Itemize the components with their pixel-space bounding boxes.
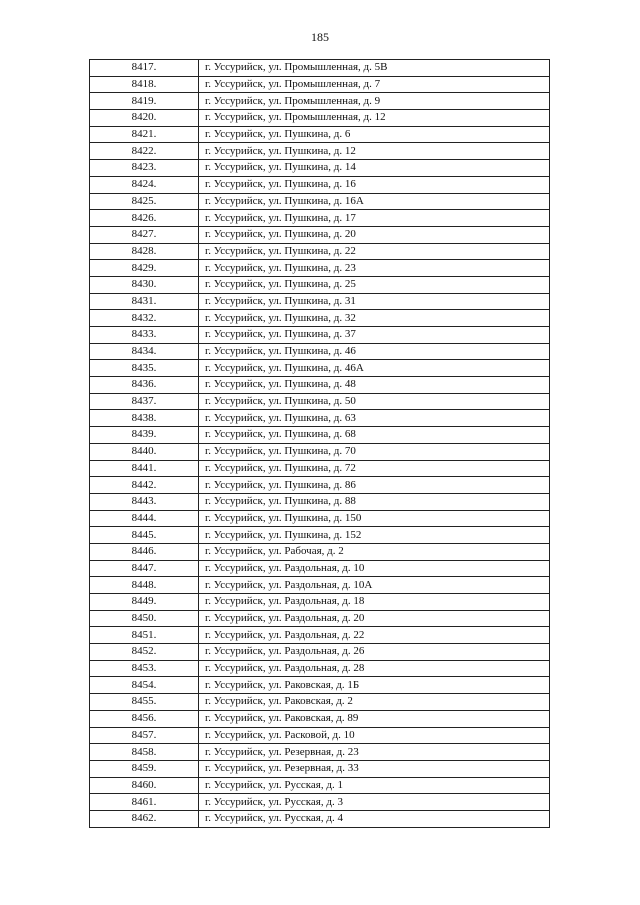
row-number: 8448.: [90, 577, 199, 594]
row-number: 8452.: [90, 644, 199, 661]
table-row: [90, 777, 550, 794]
table-row: [90, 594, 550, 611]
table-row: [90, 543, 550, 560]
row-number: 8437.: [90, 393, 199, 410]
row-address: г. Уссурийск, ул. Пушкина, д. 6: [199, 126, 550, 143]
row-address: г. Уссурийск, ул. Раздольная, д. 10А: [199, 577, 550, 594]
row-number: 8458.: [90, 744, 199, 761]
row-address: г. Уссурийск, ул. Пушкина, д. 25: [199, 276, 550, 293]
row-address: г. Уссурийск, ул. Промышленная, д. 12: [199, 110, 550, 127]
row-number: 8442.: [90, 477, 199, 494]
row-number: 8443.: [90, 493, 199, 510]
row-address: г. Уссурийск, ул. Пушкина, д. 23: [199, 260, 550, 277]
row-number: 8428.: [90, 243, 199, 260]
row-number: 8439.: [90, 427, 199, 444]
row-number: 8423.: [90, 160, 199, 177]
row-address: г. Уссурийск, ул. Пушкина, д. 68: [199, 427, 550, 444]
row-address: г. Уссурийск, ул. Пушкина, д. 86: [199, 477, 550, 494]
row-number: 8455.: [90, 694, 199, 711]
row-address: г. Уссурийск, ул. Русская, д. 1: [199, 777, 550, 794]
table-row: [90, 110, 550, 127]
row-address: г. Уссурийск, ул. Русская, д. 4: [199, 810, 550, 827]
row-address: г. Уссурийск, ул. Пушкина, д. 152: [199, 527, 550, 544]
table-row: [90, 727, 550, 744]
row-address: г. Уссурийск, ул. Пушкина, д. 88: [199, 493, 550, 510]
table-row: [90, 93, 550, 110]
row-number: 8425.: [90, 193, 199, 210]
row-address: г. Уссурийск, ул. Раздольная, д. 18: [199, 594, 550, 611]
row-address: г. Уссурийск, ул. Пушкина, д. 48: [199, 377, 550, 394]
row-number: 8441.: [90, 460, 199, 477]
table-row: [90, 176, 550, 193]
row-address: г. Уссурийск, ул. Промышленная, д. 5В: [199, 60, 550, 77]
row-number: 8433.: [90, 327, 199, 344]
table-row: [90, 710, 550, 727]
table-row: [90, 527, 550, 544]
page-number: 185: [311, 30, 329, 44]
table-row: [90, 360, 550, 377]
table-row: [90, 460, 550, 477]
row-number: 8461.: [90, 794, 199, 811]
row-address: г. Уссурийск, ул. Раковская, д. 2: [199, 694, 550, 711]
row-number: 8417.: [90, 60, 199, 77]
address-table: [89, 59, 550, 828]
row-number: 8430.: [90, 276, 199, 293]
table-row: [90, 577, 550, 594]
table-row: [90, 560, 550, 577]
table-row: [90, 126, 550, 143]
row-number: 8460.: [90, 777, 199, 794]
table-row: [90, 260, 550, 277]
row-address: г. Уссурийск, ул. Раздольная, д. 22: [199, 627, 550, 644]
table-row: [90, 343, 550, 360]
address-table-body: [90, 60, 550, 828]
row-number: 8436.: [90, 377, 199, 394]
row-address: г. Уссурийск, ул. Пушкина, д. 22: [199, 243, 550, 260]
table-row: [90, 76, 550, 93]
row-address: г. Уссурийск, ул. Раковская, д. 1Б: [199, 677, 550, 694]
row-address: г. Уссурийск, ул. Пушкина, д. 20: [199, 226, 550, 243]
row-number: 8446.: [90, 543, 199, 560]
table-row: [90, 744, 550, 761]
row-address: г. Уссурийск, ул. Пушкина, д. 16А: [199, 193, 550, 210]
table-row: [90, 193, 550, 210]
row-number: 8444.: [90, 510, 199, 527]
table-row: [90, 276, 550, 293]
row-address: г. Уссурийск, ул. Русская, д. 3: [199, 794, 550, 811]
row-number: 8432.: [90, 310, 199, 327]
row-number: 8429.: [90, 260, 199, 277]
table-row: [90, 493, 550, 510]
row-address: г. Уссурийск, ул. Пушкина, д. 70: [199, 443, 550, 460]
row-address: г. Уссурийск, ул. Пушкина, д. 46А: [199, 360, 550, 377]
row-address: г. Уссурийск, ул. Пушкина, д. 32: [199, 310, 550, 327]
table-row: [90, 694, 550, 711]
row-number: 8447.: [90, 560, 199, 577]
row-address: г. Уссурийск, ул. Раздольная, д. 10: [199, 560, 550, 577]
table-row: [90, 610, 550, 627]
table-row: [90, 627, 550, 644]
row-address: г. Уссурийск, ул. Пушкина, д. 46: [199, 343, 550, 360]
table-row: [90, 393, 550, 410]
table-row: [90, 293, 550, 310]
row-number: 8451.: [90, 627, 199, 644]
table-row: [90, 660, 550, 677]
row-address: г. Уссурийск, ул. Резервная, д. 33: [199, 760, 550, 777]
table-row: [90, 427, 550, 444]
row-number: 8453.: [90, 660, 199, 677]
row-address: г. Уссурийск, ул. Раздольная, д. 26: [199, 644, 550, 661]
row-number: 8454.: [90, 677, 199, 694]
table-row: [90, 644, 550, 661]
row-number: 8449.: [90, 594, 199, 611]
row-address: г. Уссурийск, ул. Пушкина, д. 72: [199, 460, 550, 477]
table-row: [90, 327, 550, 344]
row-number: 8426.: [90, 210, 199, 227]
table-row: [90, 443, 550, 460]
row-number: 8438.: [90, 410, 199, 427]
table-row: [90, 143, 550, 160]
row-number: 8420.: [90, 110, 199, 127]
row-address: г. Уссурийск, ул. Промышленная, д. 9: [199, 93, 550, 110]
row-address: г. Уссурийск, ул. Резервная, д. 23: [199, 744, 550, 761]
table-row: [90, 794, 550, 811]
row-address: г. Уссурийск, ул. Пушкина, д. 37: [199, 327, 550, 344]
table-row: [90, 310, 550, 327]
table-row: [90, 510, 550, 527]
row-address: г. Уссурийск, ул. Промышленная, д. 7: [199, 76, 550, 93]
row-number: 8421.: [90, 126, 199, 143]
row-number: 8462.: [90, 810, 199, 827]
table-row: [90, 760, 550, 777]
row-address: г. Уссурийск, ул. Рабочая, д. 2: [199, 543, 550, 560]
row-number: 8435.: [90, 360, 199, 377]
row-number: 8457.: [90, 727, 199, 744]
table-row: [90, 226, 550, 243]
row-number: 8419.: [90, 93, 199, 110]
table-row: [90, 60, 550, 77]
row-address: г. Уссурийск, ул. Пушкина, д. 17: [199, 210, 550, 227]
row-number: 8424.: [90, 176, 199, 193]
row-address: г. Уссурийск, ул. Пушкина, д. 63: [199, 410, 550, 427]
row-address: г. Уссурийск, ул. Пушкина, д. 50: [199, 393, 550, 410]
row-address: г. Уссурийск, ул. Раковская, д. 89: [199, 710, 550, 727]
row-number: 8422.: [90, 143, 199, 160]
row-address: г. Уссурийск, ул. Раздольная, д. 20: [199, 610, 550, 627]
table-row: [90, 160, 550, 177]
table-row: [90, 810, 550, 827]
row-number: 8459.: [90, 760, 199, 777]
table-row: [90, 477, 550, 494]
table-row: [90, 410, 550, 427]
row-address: г. Уссурийск, ул. Пушкина, д. 150: [199, 510, 550, 527]
row-number: 8445.: [90, 527, 199, 544]
row-address: г. Уссурийск, ул. Расковой, д. 10: [199, 727, 550, 744]
table-row: [90, 377, 550, 394]
row-address: г. Уссурийск, ул. Пушкина, д. 12: [199, 143, 550, 160]
row-address: г. Уссурийск, ул. Пушкина, д. 16: [199, 176, 550, 193]
row-address: г. Уссурийск, ул. Раздольная, д. 28: [199, 660, 550, 677]
table-row: [90, 243, 550, 260]
table-row: [90, 677, 550, 694]
row-number: 8456.: [90, 710, 199, 727]
row-number: 8450.: [90, 610, 199, 627]
row-number: 8440.: [90, 443, 199, 460]
row-number: 8434.: [90, 343, 199, 360]
row-number: 8431.: [90, 293, 199, 310]
row-number: 8427.: [90, 226, 199, 243]
row-address: г. Уссурийск, ул. Пушкина, д. 31: [199, 293, 550, 310]
table-row: [90, 210, 550, 227]
row-number: 8418.: [90, 76, 199, 93]
row-address: г. Уссурийск, ул. Пушкина, д. 14: [199, 160, 550, 177]
